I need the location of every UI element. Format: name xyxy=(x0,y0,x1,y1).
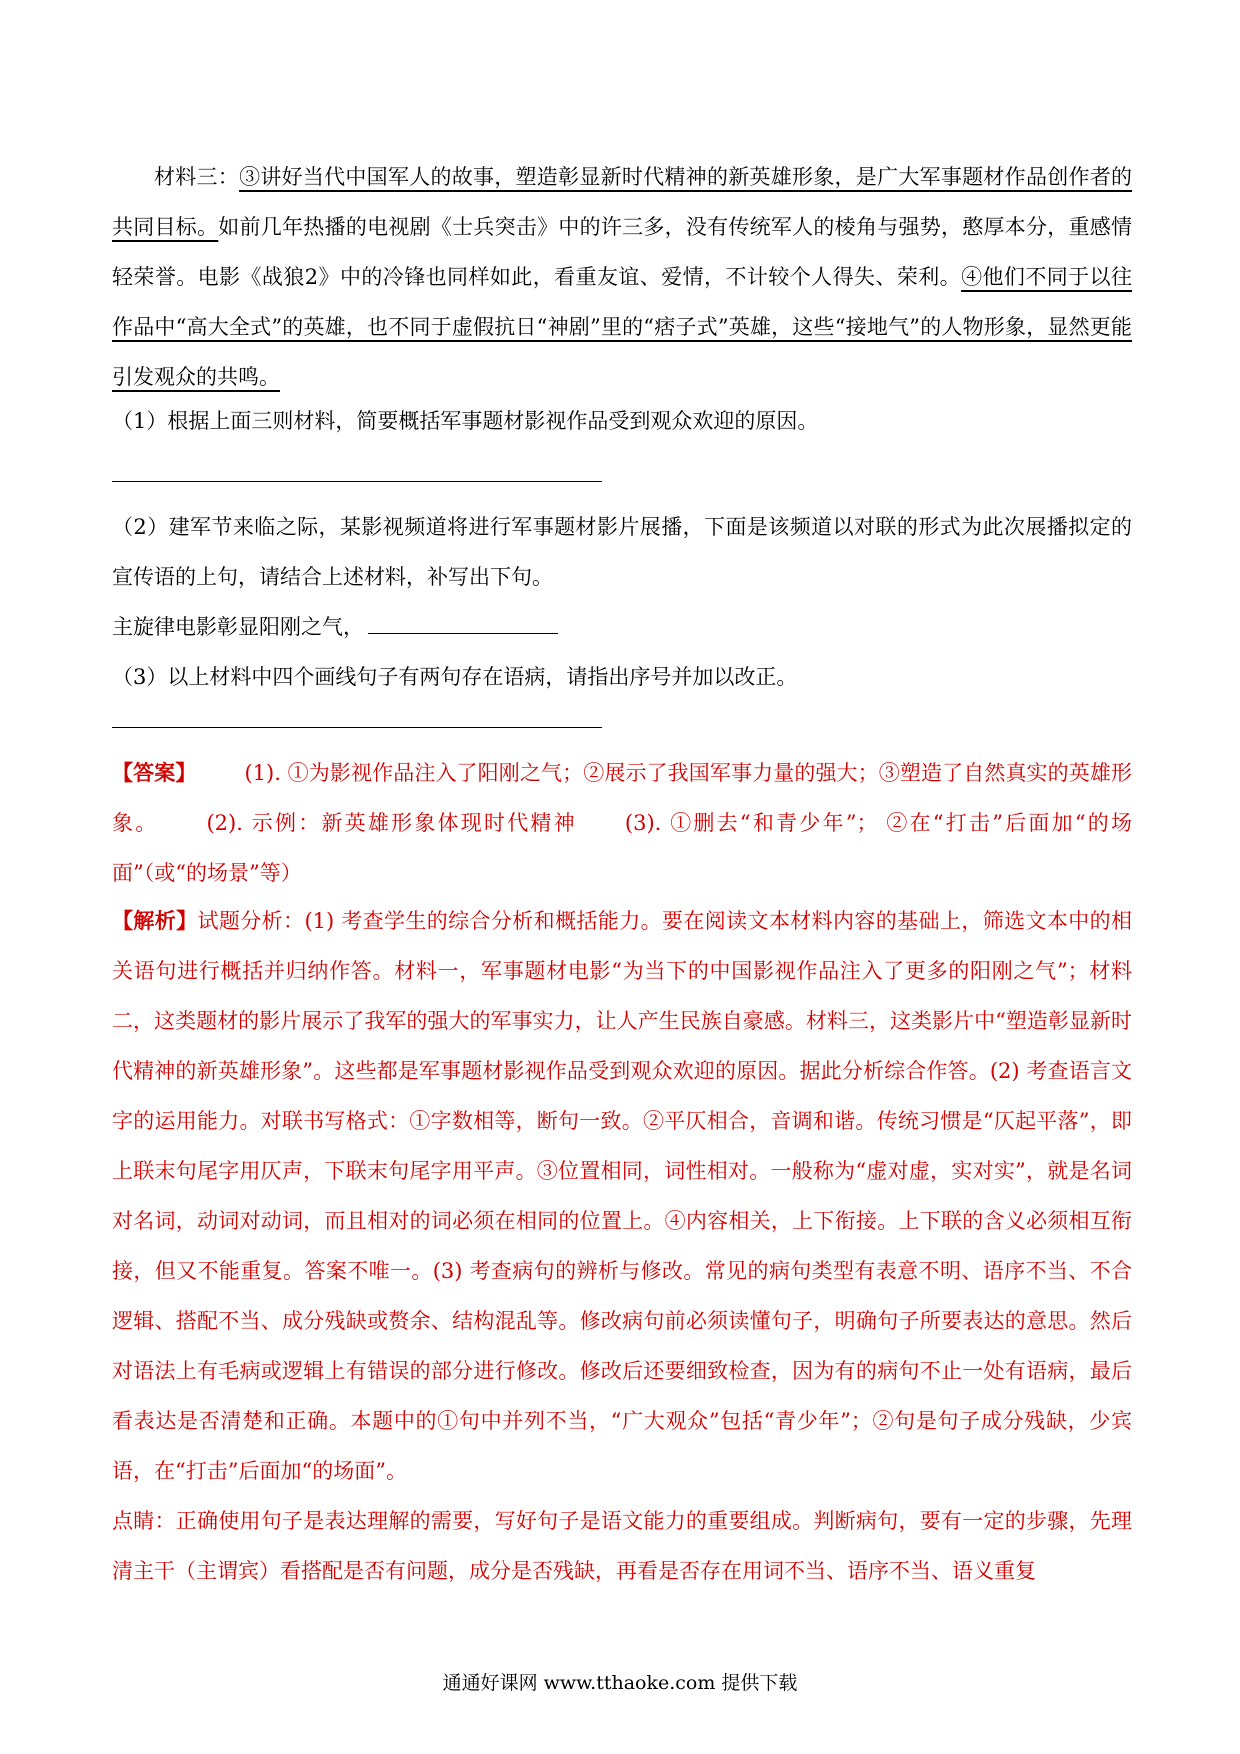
answer-part-1: (1). ①为影视作品注入了阳刚之气；②展示了我国军事力量的强大；③塑造了自然真实的英雄形象。 xyxy=(112,761,1133,835)
question-2-couplet xyxy=(112,602,1132,652)
answer-tag: 【答案】 xyxy=(112,760,197,785)
question-1: （1）根据上面三则材料，简要概括军事题材影视作品受到观众欢迎的原因。 xyxy=(112,409,819,433)
analysis-text: 试题分析：(1) 考查学生的综合分析和概括能力。要在阅读文本材料内容的基础上，筛选文本中的相关语句进行概括并归纳作答。材料一，军事题材电影“为当下的中国影视作品注入了更多的阳刚之气”；材料二，这类题材的影片展示了我军的强大的军事实力，让人产生民族自豪感。材料三，这类影片中“塑造彰显新时代精神的新英雄形象”。这些都是军事题材影视作品受到观众欢迎的原因。据此分析综合作答。(2) 考查语言文字的运用能力。对联书写格式：①字数相等，断句一致。②平仄相合，音调和谐。传统习惯是“仄起平落”，即上联末句尾字用仄声，下联末句尾字用平声。③位置相同，词性相对。一般称为“虚对虚，实对实”，就是名词对名词，动词对动词，而且相对的词必须在相同的位置上。④内容相关，上下衔接。上下联的含义必须相互衔接，但又不能重复。答案不唯一。(3) 考查病句的辨析与修改。常见的病句类型有表意不明、语序不当、不合逻辑、搭配不当、成分残缺或赘余、结构混乱等。修改病句前必须读懂句子，明确句子所要表达的意思。然后对语法上有毛病或逻辑上有错误的部分进行修改。修改后还要细致检查，因为有的病句不止一处有语病，最后看表达是否清楚和正确。本题中的①句中并列不当，“广大观众”包括“青少年”；②句是句子成分残缺，少宾语，在“打击”后面加“的场面”。 xyxy=(112,909,1132,1483)
couplet-blank[interactable] xyxy=(368,613,558,634)
question-2: （2）建军节来临之际，某影视频道将进行军事题材影片展播，下面是该频道以对联的形式为此次展播拟定的宣传语的上句，请结合上述材料，补写出下句。 xyxy=(112,515,1132,589)
material-three-body: 如前几年热播的电视剧《士兵突击》中的许三多，没有传统军人的棱角与强势，憨厚本分，重感情轻荣誉。电影《战狼2》中的冷锋也同样如此，看重友谊、爱情，不计较个人得失、荣利。 xyxy=(112,215,1133,289)
analysis-block xyxy=(112,896,1132,1496)
answer-block xyxy=(112,748,1132,898)
analysis-tag: 【解析】 xyxy=(112,908,198,933)
material-three-label: 材料三： xyxy=(154,165,240,189)
question-3: （3）以上材料中四个画线句子有两句存在语病，请指出序号并加以改正。 xyxy=(112,665,798,689)
couplet-first-line: 主旋律电影彰显阳刚之气， xyxy=(112,615,364,639)
answer-line-3[interactable] xyxy=(112,727,602,728)
underlined-sentence-3: ③讲好当代中国军人的故事，塑造彰显新时代精神的新英雄形象，是广大军事题材作品创作者的共同目标。 xyxy=(112,165,1133,239)
tip-block: 点睛：正确使用句子是表达理解的需要，写好句子是语文能力的重要组成。判断病句，要有一定的步骤，先理清主干（主谓宾）看搭配是否有问题，成分是否残缺，再看是否存在用词不当、语序不当、语义重复 xyxy=(112,1509,1132,1583)
answer-part-2: (2). 示例：新英雄形象体现时代精神 xyxy=(206,811,577,835)
material-three-paragraph xyxy=(112,152,1132,402)
answer-part-3: (3). ①删去“和青少年”； ②在“打击”后面加“的场面”（或“的场景”等） xyxy=(112,811,1133,885)
page-footer: 通通好课网 www.tthaoke.com 提供下载 xyxy=(442,1672,798,1694)
underlined-sentence-4: ④他们不同于以往作品中“高大全式”的英雄，也不同于虚假抗日“神剧”里的“痞子式”英雄，这些“接地气”的人物形象，显然更能引发观众的共鸣。 xyxy=(112,265,1133,389)
answer-line-1[interactable] xyxy=(112,481,602,482)
